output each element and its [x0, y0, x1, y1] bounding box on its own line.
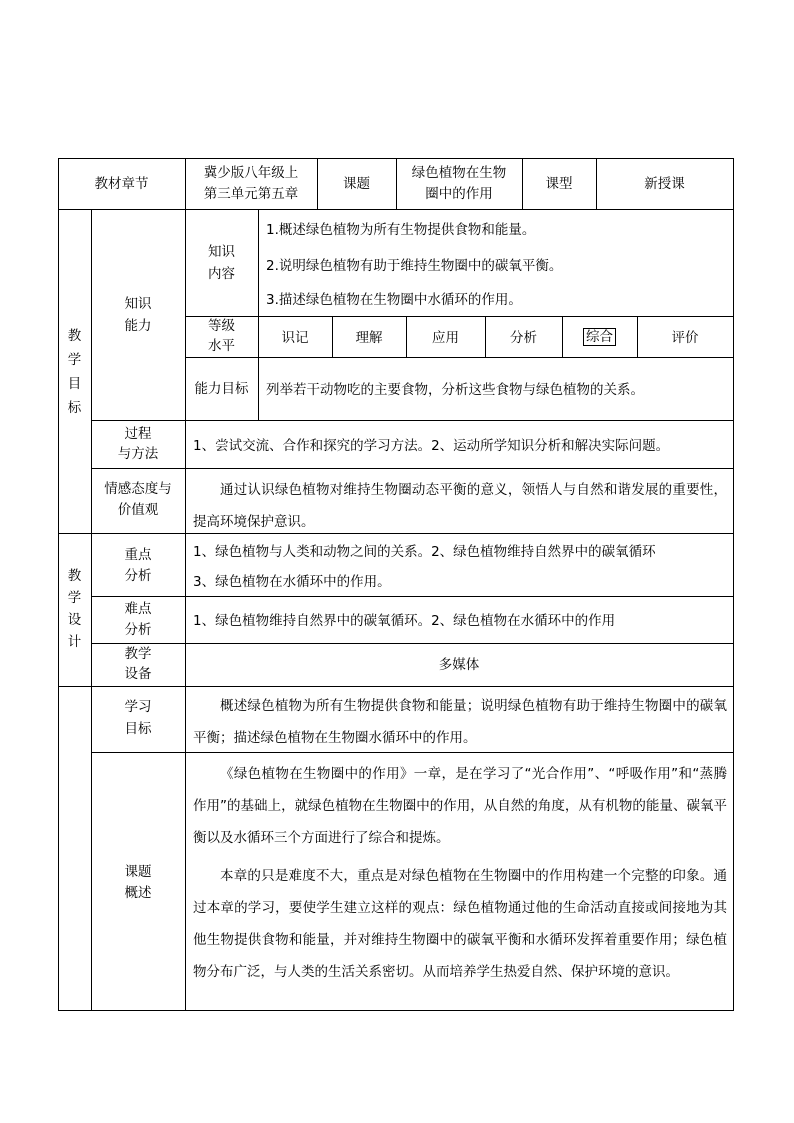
topic-summary-label-2: 概述 — [124, 885, 152, 901]
level-option-apply: 应用 — [432, 330, 459, 346]
learning-goal-text: 概述绿色植物为所有生物提供食物和能量；说明绿色植物有助于维持生物圈中的碳氧平衡；描述绿色植物在生物圈水循环中的作用。 — [193, 698, 727, 746]
knowledge-item-3: 3.描述绿色植物在生物圈中水循环的作用。 — [266, 292, 522, 308]
knowledge-content-label-1: 知识 — [208, 244, 235, 260]
emotion-text: 通过认识绿色植物对维持生物圈动态平衡的意义，领悟人与自然和谐发展的重要性，提高环境保护意识。 — [193, 482, 727, 530]
type-label: 课型 — [545, 176, 573, 192]
topic-summary-label-1: 课题 — [124, 864, 152, 880]
knowledge-ability-label-2: 能力 — [124, 318, 152, 334]
key-points-label-1: 重点 — [124, 547, 152, 563]
knowledge-ability-label-1: 知识 — [124, 296, 152, 312]
type-value: 新授课 — [644, 176, 685, 192]
equipment-label-2: 设备 — [124, 666, 152, 682]
knowledge-content-label-2: 内容 — [208, 266, 235, 282]
emotion-label-1: 情感态度与 — [104, 481, 172, 497]
learning-goal-label-2: 目标 — [124, 721, 152, 737]
process-label-1: 过程 — [124, 426, 152, 442]
level-option-remember: 识记 — [281, 330, 309, 346]
emotion-label-2: 价值观 — [117, 502, 159, 518]
chapter-value-line2: 第三单元第五章 — [203, 186, 299, 202]
process-text: 1、尝试交流、合作和探究的学习方法。2、运动所学知识分析和解决实际问题。 — [193, 438, 670, 454]
level-option-analyze: 分析 — [510, 330, 537, 346]
topic-summary-text — [193, 758, 727, 988]
equipment-label-1: 教学 — [124, 646, 152, 662]
key-points-line2: 3、绿色植物在水循环中的作用。 — [193, 574, 391, 590]
difficulty-label-1: 难点 — [124, 601, 152, 617]
ability-goal-text: 列举若干动物吃的主要食物，分析这些食物与绿色植物的关系。 — [266, 382, 644, 398]
level-option-evaluate: 评价 — [671, 330, 699, 346]
ability-goal-label: 能力目标 — [194, 381, 249, 397]
difficulty-label-2: 分析 — [124, 622, 152, 638]
level-label-2: 水平 — [208, 338, 235, 354]
chapter-value-line1: 冀少版八年级上 — [203, 165, 299, 181]
topic-summary-para-1: 《绿色植物在生物圈中的作用》一章，是在学习了“光合作用”、“呼吸作用”和“蒸腾作用”的基础上，就绿色植物在生物圈中的作用，从自然的角度，从有机物的能量、碳氧平衡以及水循环三个方面进行了综合和提炼。 — [193, 766, 727, 846]
topic-value-line1: 绿色植物在生物 — [411, 165, 507, 181]
level-label-1: 等级 — [208, 318, 235, 334]
topic-summary-para-2: 本章的只是难度不大，重点是对绿色植物在生物圈中的作用构建一个完整的印象。通过本章的学习，要使学生建立这样的观点：绿色植物通过他的生命活动直接或间接地为其他生物提供食物和能量，并对维持生物圈中的碳氧平衡和水循环发挥着重要作用；绿色植物分布广泛，与人类的生活关系密切。从而培养学生热爱自然、保护环境的意识。 — [193, 868, 727, 980]
key-points-line1: 1、绿色植物与人类和动物之间的关系。2、绿色植物维持自然界中的碳氧循环 — [193, 544, 656, 560]
process-label-2: 与方法 — [117, 446, 159, 462]
topic-label: 课题 — [343, 176, 370, 192]
level-option-understand: 理解 — [355, 330, 383, 346]
difficulty-text: 1、绿色植物维持自然界中的碳氧循环。2、绿色植物在水循环中的作用 — [193, 613, 616, 629]
key-points-label-2: 分析 — [124, 568, 152, 584]
lesson-plan-page: 教材章节 冀少版八年级上 第三单元第五章 课题 绿色植物在生物 圈中的作用 课型 新授课 教 学 目 标 知识 能力 知识 内容 1.概述绿色植物为所有生物提供食物和能量。 2.说明绿色植物有助于维持生物圈中的碳氧平衡。 3.描述绿色植物在生物圈中水循环的作用。 等级 水平 识记 理解 应用 分析 综合 评价 能力目标 列举若干动物吃的主要食物，分析这些食物与绿色植物的关系。 过程 与方法 1、尝试交流、合作和探究的学习方法。2、运动所学知识分析和解决实际问题。 情感态度与 价值观 通过认识绿色植物对维持生物圈动态平衡的意义，领悟人与自然和谐发展的重要性，提高环境保护意识。 教 学 设 计 重点 分析 1、绿色植物与人类和动物之间的关系。2、绿色植物维持自然界中的碳氧循环 3、绿色植物在水循环中的作用。 难点 分析 1、绿色植物维持自然界中的碳氧循环。2、绿色植物在水循环中的作用 教学 设备 多媒体 学习 目标 概述绿色植物为所有生物提供食物和能量；说明绿色植物有助于维持生物圈中的碳氧平衡；描述绿色植物在生物圈水循环中的作用。 课题 概述 《绿色植物在生物圈中的作用》一章，是在学习了“光合作用”、“呼吸作用”和“蒸腾作用”的基础上，就绿色植物在生物圈中的作用，从自然的角度，从有机物的能量、碳氧平衡以及水循环三个方面进行了综合和提炼。 本章的只是难度不大，重点是对绿色植物在生物圈中的作用构建一个完整的印象。通过本章的学习，要使学生建立这样的观点：绿色植物通过他的生命活动直接或间接地为其他生物提供食物和能量，并对维持生物圈中的碳氧平衡和水循环发挥着重要作用；绿色植物分布广泛，与人类的生活关系密切。从而培养学生热爱自然、保护环境的意识。 — [0, 0, 794, 1123]
chapter-label: 教材章节 — [94, 176, 149, 192]
topic-value-line2: 圈中的作用 — [425, 186, 493, 202]
equipment-value: 多媒体 — [438, 657, 480, 673]
knowledge-item-2: 2.说明绿色植物有助于维持生物圈中的碳氧平衡。 — [266, 258, 563, 274]
level-option-synthesize-selected: 综合 — [562, 327, 637, 347]
learning-goal-label-1: 学习 — [124, 699, 152, 715]
knowledge-item-1: 1.概述绿色植物为所有生物提供食物和能量。 — [266, 222, 536, 238]
